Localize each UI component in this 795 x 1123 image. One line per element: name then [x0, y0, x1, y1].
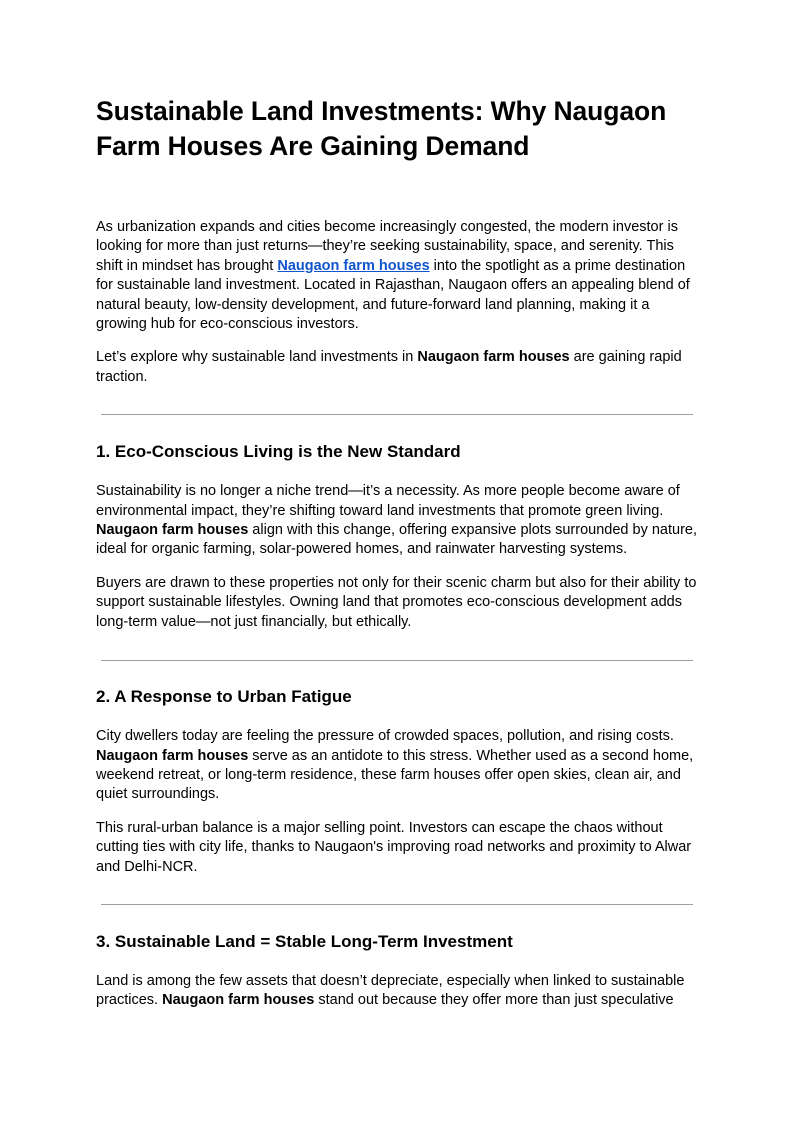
intro2-text-a: Let’s explore why sustainable land investments in	[96, 349, 418, 366]
section-1-paragraph-1	[96, 482, 700, 560]
intro-text-a: As urbanization expands and cities become increasingly congested, the modern investor is looking for more than just returns—they’re seeking sustainability, space, and serenity. This shift in mindset has brought	[96, 219, 678, 274]
intro2-text-b: are gaining rapid traction.	[96, 349, 682, 385]
s2-bold: Naugaon farm houses	[96, 747, 249, 764]
s1-text-a: Sustainability is no longer a niche trend—it’s a necessity. As more people become aware of environmental impact, they’re shifting toward land investments that promote green living.	[96, 483, 680, 519]
section-2-paragraph-2: This rural-urban balance is a major selling point. Investors can escape the chaos without cutting ties with city life, thanks to Naugaon's improving road networks and proximity to Alwar and Delhi-NCR.	[96, 819, 692, 875]
section-1-paragraph-2: Buyers are drawn to these properties not only for their scenic charm but also for their ability to support sustainable lifestyles. Owning land that promotes eco-conscious development adds long-term value—not just financially, but ethically.	[96, 574, 697, 630]
s2-text-b: serve as an antidote to this stress. Whether used as a second home, weekend retreat, or long-term residence, these farm houses offer open skies, clean air, and quiet surroundings.	[96, 747, 694, 803]
section-2-paragraph-1	[96, 727, 700, 805]
s3-bold: Naugaon farm houses	[162, 992, 315, 1009]
intro-text-b: into the spotlight as a prime destination for sustainable land investment. Located in Rajasthan, Naugaon offers an appealing blend of natural beauty, low-density development, and future-forward land planning, making it a growing hub for eco-conscious investors.	[96, 257, 690, 333]
section-3-paragraph-1	[96, 972, 700, 1011]
document-page	[96, 94, 700, 1011]
section-divider	[101, 414, 693, 415]
page-title: Sustainable Land Investments: Why Naugaon Farm Houses Are Gaining Demand	[96, 96, 667, 161]
s1-bold: Naugaon farm houses	[96, 522, 249, 539]
intro2-bold: Naugaon farm houses	[417, 349, 570, 366]
s3-text-a: Land is among the few assets that doesn’t depreciate, especially when linked to sustainable practices.	[96, 972, 685, 1009]
s2-text-a: City dwellers today are feeling the pressure of crowded spaces, pollution, and rising costs.	[96, 728, 674, 745]
intro-paragraph	[96, 218, 700, 334]
section-heading-2: 2. A Response to Urban Fatigue	[96, 687, 352, 707]
section-heading-1: 1. Eco-Conscious Living is the New Standard	[96, 442, 461, 462]
naugaon-farm-houses-link[interactable]: Naugaon farm houses	[277, 257, 430, 274]
intro-paragraph-2	[96, 348, 700, 387]
s3-text-b: stand out because they offer more than just speculative	[314, 992, 674, 1009]
section-divider	[101, 904, 693, 905]
s1-text-b: align with this change, offering expansive plots surrounded by nature, ideal for organic farming, solar-powered homes, and rainwater harvesting systems.	[96, 522, 697, 558]
section-heading-3: 3. Sustainable Land = Stable Long-Term Investment	[96, 931, 513, 951]
section-divider	[101, 660, 693, 661]
